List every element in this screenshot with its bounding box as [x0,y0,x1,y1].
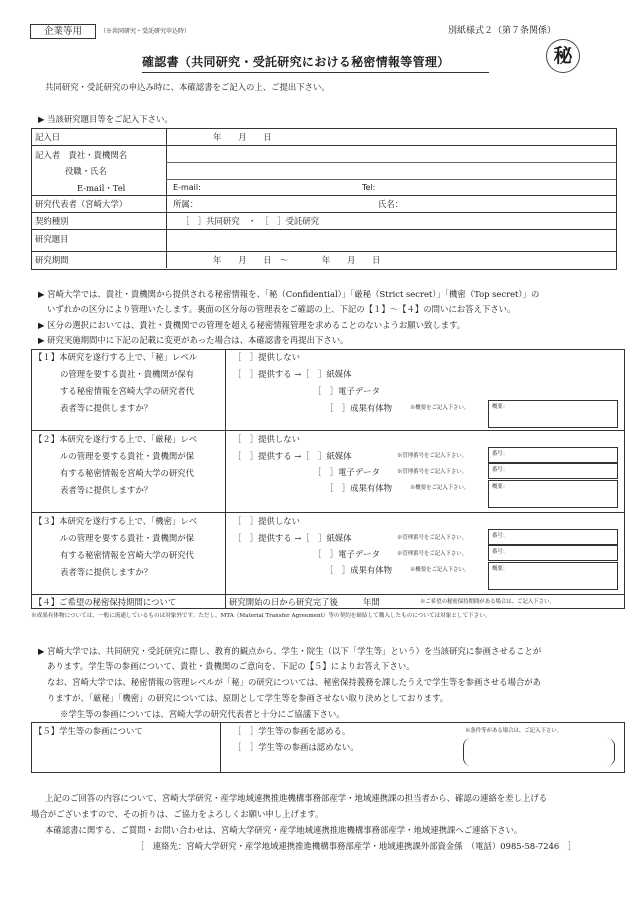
closing-line-3: 本確認書に関する、ご質問・お問い合わせは、宮崎大学研究・産学地域連携推進機構事務部産学・地域連携課へご連絡下さい。 [45,825,523,835]
email-label: E-mail・Tel [77,183,126,193]
position-label: 役職・氏名 [65,166,107,176]
tel-field[interactable]: Tel: [362,183,376,192]
rep-label: 研究代表者（宮崎大学） [35,199,128,209]
form-number: 別紙様式２（第７条関係） [448,26,557,36]
q3-option-result[interactable]: ［ ］成果有体物 [325,565,392,575]
q1-text-1: 【１】本研究を遂行する上で、「秘」レベル [34,352,198,362]
q3-paper-note: ※管理番号をご記入下さい。 [397,535,468,541]
closing-line-1: 上記のご回答の内容について、宮崎大学研究・産学地域連携推進機構事務部産学・地域連携課の担当者から、確認の連絡を差し上げる [45,793,548,803]
q5-option-no[interactable]: ［ ］学生等の参画は認めない。 [233,742,359,752]
title-underline [142,72,489,73]
tag-note: （※共同研究・受託研究申込時） [100,28,191,35]
contract-label: 契約種別 [35,216,69,226]
contact-info: ［ 連絡先：宮崎大学研究・産学地域連携推進機構事務部産学・地域連携課外部資金係 （電話）0985-58-7246 ］ [136,841,576,851]
q5-condition-input[interactable] [463,738,615,766]
q3-data-note: ※管理番号をご記入下さい。 [397,551,468,557]
q1-option-no[interactable]: ［ ］提供しない [233,352,300,362]
q2-paper-number-input[interactable]: 番号： [488,447,618,463]
page-title: 確認書（共同研究・受託研究における秘密情報等管理） [142,55,450,69]
notes1-line-2: いずれかの区分により管理いたします。裏面の区分毎の管理表をご確認の上、下記の【１】～【４】の問いにお答え下さい。 [47,304,516,314]
q3-text-3: 有する秘密情報を宮崎大学の研究代 [60,550,194,560]
email-field[interactable]: E-mail: [173,183,201,192]
q2-text-4: 表者等に提供しますか？ [60,485,153,495]
q1-text-4: 表者等に提供しますか？ [60,403,153,413]
intro-text: 共同研究・受託研究の申込み時に、本確認書をご記入の上、ご提出下さい。 [45,82,330,92]
q3-text-2: ルの管理を要する貴社・貴機関が保 [60,533,194,543]
research-title-label: 研究題目 [35,234,69,244]
date-value[interactable]: 年 月 日 [213,132,272,142]
q5-note: ※条件等がある場合は、ご記入下さい。 [465,728,563,734]
notes1-line-4: ▶ 研究実施期間中に下記の記載に変更があった場合は、本確認書を再提出下さい。 [38,335,349,345]
q1-option-result[interactable]: ［ ］成果有体物 [325,403,392,413]
q1-summary-input[interactable]: 概要： [488,400,618,428]
contract-type-options[interactable]: ［ ］共同研究 ・ ［ ］受託研究 [181,216,320,226]
q5-label: 【５】学生等の参画について [34,726,143,736]
period-label: 研究期間 [35,255,69,265]
company-label: 記入者 貴社・貴機関名 [35,150,128,160]
q1-text-2: の管理を要する貴社・貴機関が保有 [60,369,194,379]
secret-stamp: 秘 [546,39,580,73]
q3-text-1: 【３】本研究を遂行する上で、「機密」レベ [34,516,198,526]
q2-data-number-input[interactable]: 番号： [488,463,618,479]
q2-option-no[interactable]: ［ ］提供しない [233,434,300,444]
q2-paper-note: ※管理番号をご記入下さい。 [397,453,468,459]
q3-option-no[interactable]: ［ ］提供しない [233,516,300,526]
q2-option-data[interactable]: ［ ］電子データ [313,467,380,477]
q1-option-paper[interactable]: ［ ］提供する →［ ］紙媒体 [233,369,352,379]
notes2-line-5: ※学生等の参画については、宮崎大学の研究代表者と十分にご協議下さい。 [60,709,345,719]
q2-text-3: 有する秘密情報を宮崎大学の研究代 [60,468,194,478]
q1-option-data[interactable]: ［ ］電子データ [313,386,380,396]
notes1-line-3: ▶ 区分の選択においては、貴社・貴機関での管理を超える秘密情報管理を求めることのないようお願い致します。 [38,320,466,330]
q3-data-number-input[interactable]: 番号： [488,545,618,561]
company-tag: 企業等用 [30,24,96,39]
q3-option-data[interactable]: ［ ］電子データ [313,549,380,559]
notes2-line-1: ▶ 宮崎大学では、共同研究・受託研究に際し、教育的観点から、学生・院生（以下「学生等」という）を当該研究に参画させることが [38,646,542,656]
notes2-line-4: りますが、「厳秘」「機密」の研究については、原則として学生等を参画させない取り決めとしております。 [47,693,449,703]
q2-option-paper[interactable]: ［ ］提供する →［ ］紙媒体 [233,451,352,461]
q1-result-note: ※概要をご記入下さい。 [410,405,470,411]
q2-summary-input[interactable]: 概要： [488,480,618,508]
q5-option-yes[interactable]: ［ ］学生等の参画を認める。 [233,726,351,736]
q2-data-note: ※管理番号をご記入下さい。 [397,469,468,475]
name-field[interactable]: 氏名： [378,199,404,209]
q2-text-1: 【２】本研究を遂行する上で、「厳秘」レベ [34,434,198,444]
closing-line-2: 場合がございますので、その折りは、ご協力をよろしくお願い申し上げます。 [31,809,324,819]
q3-summary-input[interactable]: 概要： [488,562,618,590]
q1-text-3: する秘密情報を宮崎大学の研究者代 [60,386,194,396]
section1-heading: ▶ 当該研究題目等をご記入下さい。 [38,114,173,124]
q3-result-note: ※概要をご記入下さい。 [410,567,470,573]
q3-option-paper[interactable]: ［ ］提供する →［ ］紙媒体 [233,533,352,543]
q3-text-4: 表者等に提供しますか？ [60,567,153,577]
affiliation-field[interactable]: 所属： [173,199,199,209]
q4-note: ※ご希望の秘密保持期間がある場合は、ご記入下さい。 [420,599,555,605]
q2-option-result[interactable]: ［ ］成果有体物 [325,483,392,493]
date-label: 記入日 [35,132,61,142]
material-footnote: ※成果有体物については、一般に流通しているものは対象外です。ただし、MTA（Material Transfer Agreement）等の契約を締結して購入したものについては対象として下さい。 [31,613,491,619]
q3-paper-number-input[interactable]: 番号： [488,529,618,545]
notes2-line-2: あります。学生等の参画について、貴社・貴機関のご意向を、下記の【５】によりお答え下さい。 [47,661,415,671]
period-value[interactable]: 年 月 日 ～ 年 月 日 [213,255,381,265]
notes1-line-1: ▶ 宮崎大学では、貴社・貴機関から提供される秘密情報を、「秘（Confidential）」「厳秘（Strict secret）」「機密（Top secret）」の [38,289,540,299]
q4-label: 【４】ご希望の秘密保持期間について [34,597,177,607]
q4-value[interactable]: 研究開始の日から研究完了後 年間 [229,597,380,607]
q2-text-2: ルの管理を要する貴社・貴機関が保 [60,451,194,461]
q2-result-note: ※概要をご記入下さい。 [410,485,470,491]
notes2-line-3: なお、宮崎大学では、秘密情報の管理レベルが「秘」の研究については、秘密保持義務を課したうえで学生等を参画させる場合があ [47,677,541,687]
